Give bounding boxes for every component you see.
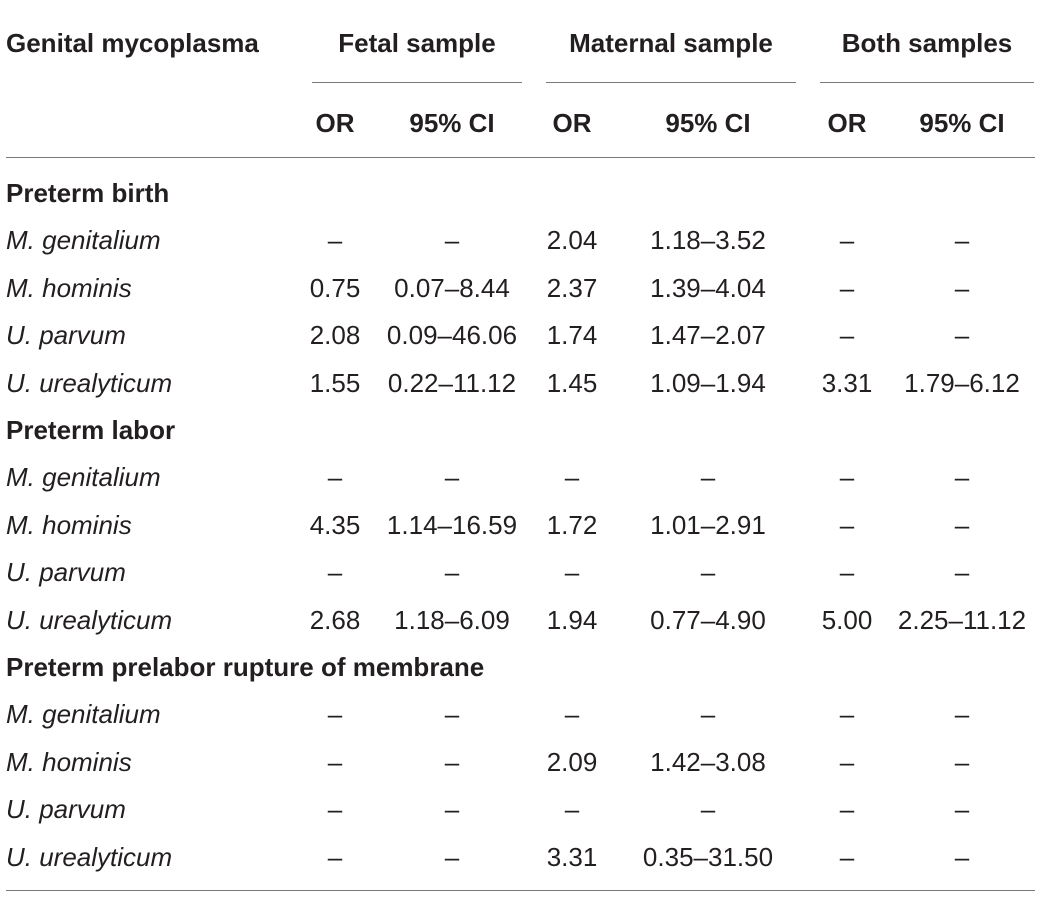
or-cell: 0.75 — [309, 272, 361, 303]
organism-label: U. urealyticum — [6, 841, 173, 872]
group-header-both: Both samples — [841, 28, 1013, 58]
or-header: OR — [315, 108, 355, 138]
or-cell: – — [839, 225, 855, 256]
or-cell: – — [564, 699, 580, 730]
group-underline-both — [820, 82, 1034, 83]
organism-label: M. genitalium — [6, 462, 161, 493]
or-cell: – — [839, 794, 855, 825]
ci-header: 95% CI — [409, 108, 495, 138]
organism-label: M. hominis — [6, 272, 132, 303]
ci-cell: 1.01–2.91 — [650, 509, 766, 540]
group-header-maternal: Maternal sample — [569, 28, 773, 58]
ci-cell: – — [700, 462, 716, 493]
ci-cell: 1.79–6.12 — [904, 367, 1020, 398]
ci-cell: – — [444, 841, 460, 872]
group-underline-fetal — [312, 82, 522, 83]
or-cell: 2.68 — [309, 604, 361, 635]
or-header: OR — [827, 108, 867, 138]
ci-cell: – — [954, 557, 970, 588]
organism-label: U. parvum — [6, 320, 126, 351]
ci-cell: – — [954, 272, 970, 303]
ci-cell: 0.09–46.06 — [386, 320, 518, 351]
ci-cell: 1.18–3.52 — [650, 225, 766, 256]
or-cell: – — [839, 462, 855, 493]
section-title: Preterm birth — [6, 178, 170, 208]
ci-cell: – — [954, 462, 970, 493]
ci-cell: 0.22–11.12 — [387, 367, 517, 398]
organism-label: M. genitalium — [6, 699, 161, 730]
ci-cell: 0.07–8.44 — [394, 272, 510, 303]
or-cell: – — [839, 272, 855, 303]
or-cell: – — [839, 746, 855, 777]
or-cell: – — [564, 794, 580, 825]
organism-label: M. genitalium — [6, 225, 161, 256]
ci-cell: 1.39–4.04 — [650, 272, 766, 303]
or-cell: – — [327, 746, 343, 777]
ci-cell: 1.18–6.09 — [394, 604, 510, 635]
or-cell: 1.72 — [546, 509, 598, 540]
or-cell: 1.55 — [309, 367, 361, 398]
ci-cell: – — [954, 225, 970, 256]
or-cell: 3.31 — [821, 367, 873, 398]
or-cell: – — [327, 699, 343, 730]
ci-cell: – — [700, 557, 716, 588]
ci-header: 95% CI — [919, 108, 1005, 138]
or-cell: – — [327, 462, 343, 493]
ci-cell: – — [444, 462, 460, 493]
organism-label: U. parvum — [6, 794, 126, 825]
ci-cell: – — [444, 225, 460, 256]
ci-cell: 0.77–4.90 — [650, 604, 766, 635]
organism-label: U. urealyticum — [6, 604, 173, 635]
or-cell: – — [327, 557, 343, 588]
ci-cell: – — [954, 794, 970, 825]
or-cell: – — [839, 320, 855, 351]
or-cell: 1.74 — [546, 320, 598, 351]
or-cell: 2.37 — [546, 272, 598, 303]
section-title: Preterm prelabor rupture of membrane — [6, 652, 485, 682]
or-cell: – — [327, 841, 343, 872]
ci-cell: – — [444, 557, 460, 588]
or-cell: – — [839, 509, 855, 540]
group-header-fetal: Fetal sample — [338, 28, 496, 58]
or-cell: – — [839, 557, 855, 588]
ci-cell: 1.14–16.59 — [386, 509, 518, 540]
organism-label: M. hominis — [6, 746, 132, 777]
or-cell: 4.35 — [309, 509, 361, 540]
section-title: Preterm labor — [6, 415, 176, 445]
or-cell: – — [839, 841, 855, 872]
table-bottom-rule — [6, 890, 1035, 891]
ci-cell: – — [954, 841, 970, 872]
organism-label: U. parvum — [6, 557, 126, 588]
ci-cell: – — [444, 794, 460, 825]
ci-header: 95% CI — [665, 108, 751, 138]
ci-cell: 0.35–31.50 — [642, 841, 774, 872]
or-cell: – — [564, 462, 580, 493]
or-cell: – — [564, 557, 580, 588]
ci-cell: – — [700, 699, 716, 730]
organism-label: U. urealyticum — [6, 367, 173, 398]
or-cell: 3.31 — [546, 841, 598, 872]
ci-cell: – — [444, 746, 460, 777]
ci-cell: – — [954, 509, 970, 540]
or-cell: – — [839, 699, 855, 730]
or-cell: 2.08 — [309, 320, 361, 351]
ci-cell: 1.47–2.07 — [650, 320, 766, 351]
ci-cell: – — [954, 320, 970, 351]
ci-cell: 1.09–1.94 — [650, 367, 766, 398]
or-header: OR — [552, 108, 592, 138]
ci-cell: – — [954, 699, 970, 730]
organism-label: M. hominis — [6, 509, 132, 540]
or-cell: 5.00 — [821, 604, 873, 635]
or-cell: – — [327, 225, 343, 256]
ci-cell: 2.25–11.12 — [897, 604, 1027, 635]
or-cell: – — [327, 794, 343, 825]
ci-cell: – — [954, 746, 970, 777]
or-cell: 2.09 — [546, 746, 598, 777]
or-cell: 2.04 — [546, 225, 598, 256]
header-bottom-rule — [6, 157, 1035, 158]
or-cell: 1.45 — [546, 367, 598, 398]
ci-cell: 1.42–3.08 — [650, 746, 766, 777]
ci-cell: – — [700, 794, 716, 825]
ci-cell: – — [444, 699, 460, 730]
row-label-header: Genital mycoplasma — [6, 28, 259, 58]
group-underline-maternal — [546, 82, 796, 83]
or-cell: 1.94 — [546, 604, 598, 635]
